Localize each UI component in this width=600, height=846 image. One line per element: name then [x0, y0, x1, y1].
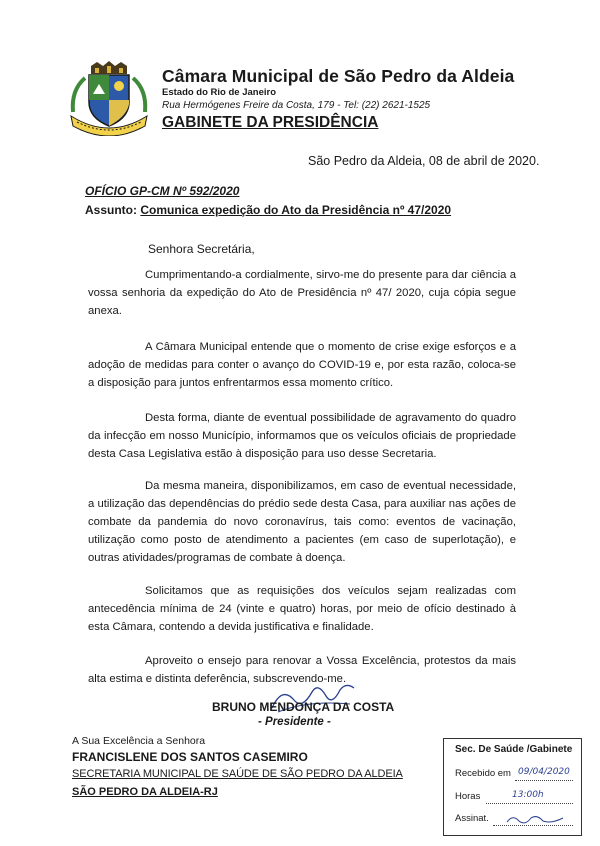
coat-of-arms-icon [65, 60, 153, 136]
greeting: Senhora Secretária, [148, 242, 255, 256]
stamp-hours-line [486, 803, 573, 804]
stamp-received-label: Recebido em [455, 768, 511, 779]
addressee-secretariat: SECRETARIA MUNICIPAL DE SAÚDE DE SÃO PEDRO DA ALDEIA [72, 768, 403, 780]
body-paragraph: A Câmara Municipal entende que o momento de crise exige esforços e a adoção de medidas para conter o avanço do COVID-19 e, por esta razão, coloca-se a disposição para juntos enfrentarmos essa momento crítico. [88, 341, 516, 389]
institution-address: Rua Hermógenes Freire da Costa, 179 - Tel: (22) 2621-1525 [162, 100, 431, 111]
letter-date: São Pedro da Aldeia, 08 de abril de 2020. [308, 154, 540, 168]
body-paragraph: Solicitamos que as requisições dos veículos sejam realizadas com antecedência mínima de 24 (vinte e quatro) horas, por meio de ofício destinado à esta Câmara, contendo a devida justificativa e finalidade. [88, 585, 516, 633]
stamp-hours-value: 13:00h [512, 790, 544, 800]
body-paragraph: Cumprimentando-a cordialmente, sirvo-me do presente para dar ciência a vossa senhoria da expedição do Ato de Presidência nº 47/ 2020, cuja cópia segue anexa. [88, 269, 516, 317]
addressee-intro: A Sua Excelência a Senhora [72, 735, 206, 747]
oficio-number: OFÍCIO GP-CM Nº 592/2020 [85, 184, 240, 198]
institution-state: Estado do Rio de Janeiro [162, 87, 277, 98]
subject-line [85, 203, 451, 217]
subject-label: Assunto: [85, 203, 137, 217]
addressee-name: FRANCISLENE DOS SANTOS CASEMIRO [72, 750, 308, 764]
signatory-name: BRUNO MENDONÇA DA COSTA [212, 700, 395, 714]
stamp-signature-label: Assinat. [455, 813, 489, 824]
institution-title: Câmara Municipal de São Pedro da Aldeia [162, 66, 515, 86]
stamp-hours-label: Horas [455, 791, 481, 802]
body-paragraph: Desta forma, diante de eventual possibilidade de agravamento do quadro da infecção em nosso Município, informamos que os veículos oficiais de propriedade desta Casa Legislativa estão à disposição para uso desse Secretaria. [88, 412, 516, 460]
stamp-handwritten-signature [505, 812, 565, 826]
stamp-received-line [515, 780, 573, 781]
body-paragraph: Aproveito o ensejo para renovar a Vossa Excelência, protestos da mais alta estima e distinta deferência, subscrevendo-me. [88, 655, 516, 685]
subject-text: Comunica expedição do Ato da Presidência nº 47/2020 [140, 203, 452, 217]
cabinet-title: GABINETE DA PRESIDÊNCIA [162, 114, 379, 131]
signatory-role: - Presidente - [258, 716, 331, 728]
addressee-city: SÃO PEDRO DA ALDEIA-RJ [72, 786, 218, 798]
stamp-title: Sec. De Saúde /Gabinete [455, 744, 573, 755]
stamp-received-value: 09/04/2020 [518, 767, 570, 777]
body-paragraph: Da mesma maneira, disponibilizamos, em caso de eventual necessidade, a utilização das dependências do prédio sede desta Casa, para auxiliar nas ações de combate da pandemia do novo coronavírus, tais como: eventos de vacinação, utilização como posto de atendimento a pacientes (em caso de superlotação), e outras atividades/programas de combate à doença. [88, 480, 516, 564]
